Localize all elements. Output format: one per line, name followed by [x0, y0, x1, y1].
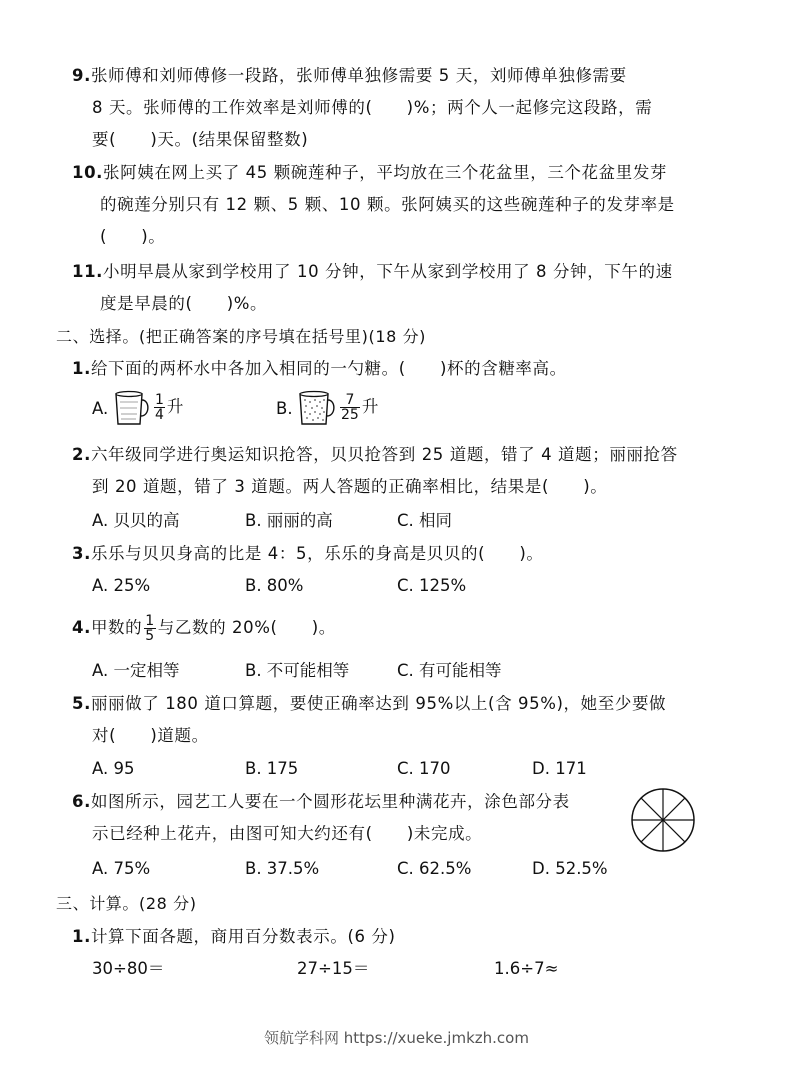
- k1-number: 1.: [72, 927, 91, 946]
- q10-number: 10.: [72, 163, 104, 182]
- k1-expression-2: 27÷15＝: [297, 959, 370, 978]
- c6-option-b: B. 37.5%: [245, 859, 320, 878]
- q9-line1: 9.张师傅和刘师傅修一段路，张师傅单独修需要 5 天，刘师傅单独修需要: [72, 66, 627, 85]
- c1-option-a-amount: $\frac{1}{4}$ 升: [155, 392, 184, 423]
- c1-line: 1.给下面的两杯水中各加入相同的一勺糖。( )杯的含糖率高。: [72, 359, 567, 378]
- c2-line1: 2.六年级同学进行奥运知识抢答，贝贝抢答到 25 道题，错了 4 道题；丽丽抢答: [72, 445, 678, 464]
- fraction-seven-25ths: $\frac{7}{25}$: [341, 392, 359, 423]
- c5-line2: 对( )道题。: [92, 726, 209, 745]
- c3-line: 3.乐乐与贝贝身高的比是 4：5，乐乐的身高是贝贝的( )。: [72, 544, 544, 563]
- c4-number: 4.: [72, 618, 91, 637]
- q9-line2: 8 天。张师傅的工作效率是刘师傅的( )%；两个人一起修完这段路，需: [92, 98, 653, 117]
- c2-option-c: C. 相同: [397, 511, 453, 530]
- c1-number: 1.: [72, 359, 91, 378]
- fraction-one-fifth: $\frac{1}{5}$: [145, 613, 155, 644]
- c2-line2: 到 20 道题，错了 3 道题。两人答题的正确率相比，结果是( )。: [92, 477, 608, 496]
- c4-line: 4.甲数的 $\frac{1}{5}$ 与乙数的 20%( )。: [72, 613, 336, 644]
- section-3-title: 三、计算。(28 分): [56, 894, 197, 913]
- q10-line1: 10.张阿姨在网上买了 45 颗碗莲种子，平均放在三个花盆里，三个花盆里发芽: [72, 163, 668, 182]
- q10-line3: ( )。: [100, 227, 166, 246]
- cup-b-icon: [296, 388, 338, 428]
- c1-option-b-label: B.: [276, 399, 293, 418]
- footer-watermark: 领航学科网 https://xueke.jmkzh.com: [264, 1029, 529, 1047]
- c6-line2: 示已经种上花卉，由图可知大约还有( )未完成。: [92, 824, 483, 843]
- q11-number: 11.: [72, 262, 104, 281]
- c5-option-d: D. 171: [532, 759, 587, 778]
- c2-option-b: B. 丽丽的高: [245, 511, 333, 530]
- c3-option-b: B. 80%: [245, 576, 304, 595]
- k1-expression-3: 1.6÷7≈: [494, 959, 559, 978]
- c6-option-c: C. 62.5%: [397, 859, 472, 878]
- c1-option-b-amount: $\frac{7}{25}$ 升: [341, 392, 379, 423]
- c4-option-a: A. 一定相等: [92, 661, 180, 680]
- c6-line1: 6.如图所示，园艺工人要在一个圆形花坛里种满花卉，涂色部分表: [72, 792, 570, 811]
- c3-option-c: C. 125%: [397, 576, 467, 595]
- q9-number: 9.: [72, 66, 91, 85]
- q9-line3: 要( )天。(结果保留整数): [92, 130, 309, 149]
- cup-a-icon: [112, 388, 152, 428]
- c3-number: 3.: [72, 544, 91, 563]
- c2-number: 2.: [72, 445, 91, 464]
- fraction-one-quarter: $\frac{1}{4}$: [155, 392, 164, 423]
- c5-option-b: B. 175: [245, 759, 299, 778]
- c5-option-c: C. 170: [397, 759, 451, 778]
- c5-option-a: A. 95: [92, 759, 135, 778]
- c2-option-a: A. 贝贝的高: [92, 511, 180, 530]
- flower-bed-circle-diagram: [630, 787, 696, 853]
- c6-number: 6.: [72, 792, 91, 811]
- c3-option-a: A. 25%: [92, 576, 151, 595]
- q10-line2: 的碗莲分别只有 12 颗、5 颗、10 颗。张阿姨买的这些碗莲种子的发芽率是: [100, 195, 675, 214]
- k1-expression-1: 30÷80＝: [92, 959, 165, 978]
- q11-line2: 度是早晨的( )%。: [100, 294, 268, 313]
- c5-line1: 5.丽丽做了 180 道口算题，要使正确率达到 95%以上(含 95%)，她至少要做: [72, 694, 667, 713]
- c1-option-a-label: A.: [92, 399, 109, 418]
- k1-line: 1.计算下面各题，商用百分数表示。(6 分): [72, 927, 396, 946]
- c4-option-c: C. 有可能相等: [397, 661, 502, 680]
- c5-number: 5.: [72, 694, 91, 713]
- section-2-title: 二、选择。(把正确答案的序号填在括号里)(18 分): [56, 327, 427, 346]
- q11-line1: 11.小明早晨从家到学校用了 10 分钟，下午从家到学校用了 8 分钟，下午的速: [72, 262, 673, 281]
- c6-option-d: D. 52.5%: [532, 859, 608, 878]
- c6-option-a: A. 75%: [92, 859, 151, 878]
- c4-option-b: B. 不可能相等: [245, 661, 350, 680]
